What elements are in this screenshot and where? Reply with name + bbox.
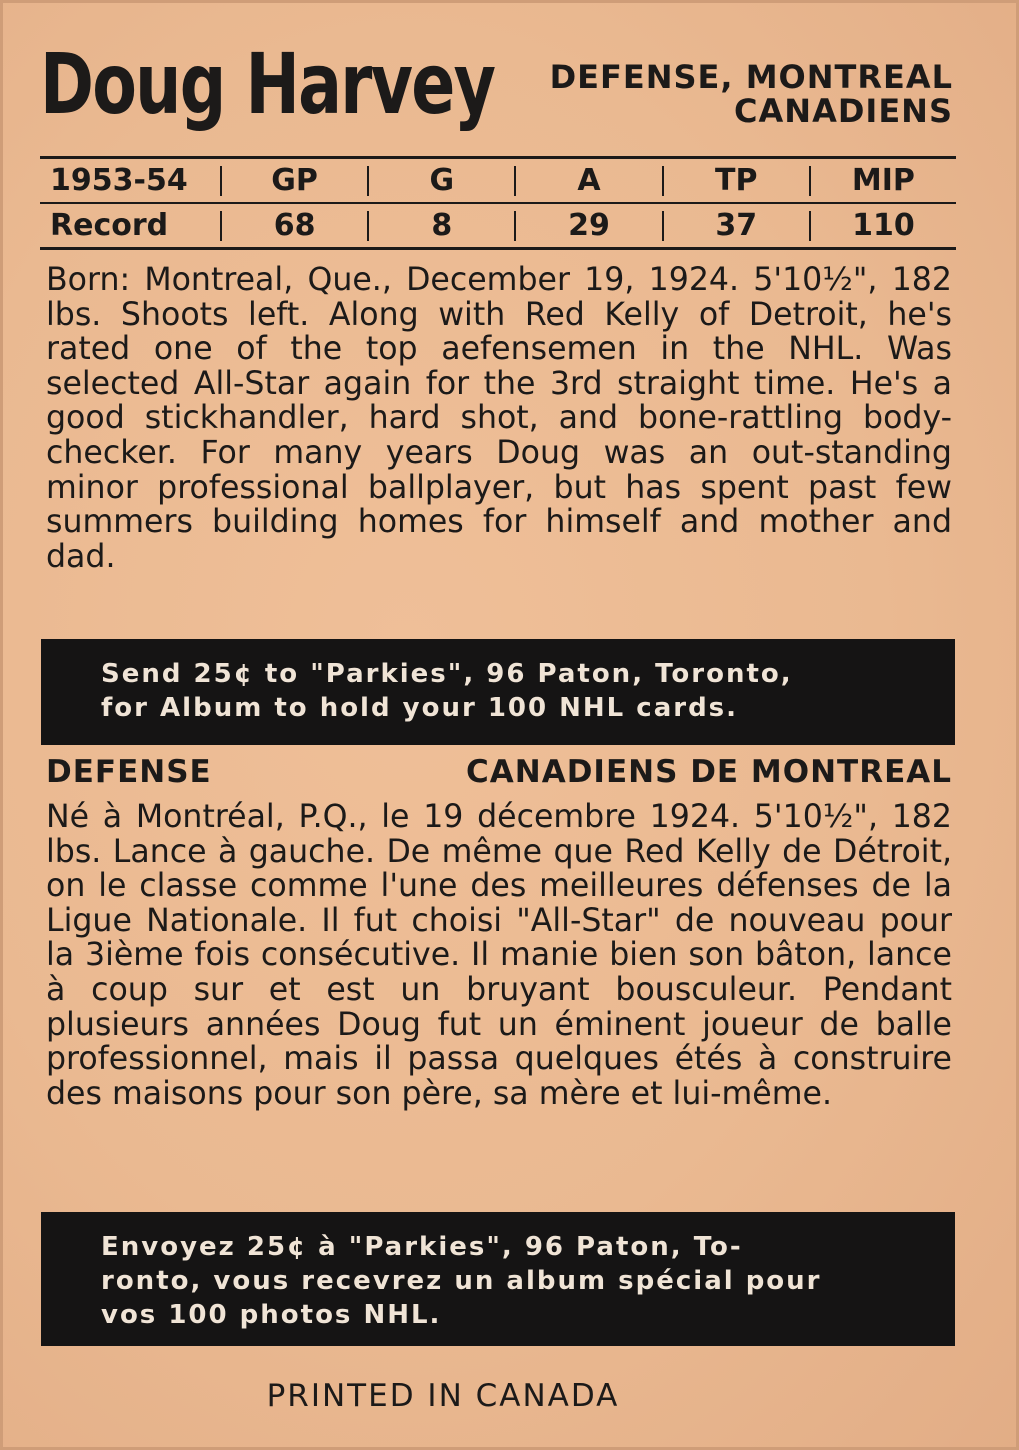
player-name: Doug Harvey	[40, 35, 495, 133]
stats-row-label: Record	[50, 208, 169, 243]
french-offer-line-3: vos 100 photos NHL.	[101, 1300, 442, 1330]
stats-header-tp: TP	[662, 166, 809, 196]
french-header	[46, 754, 952, 790]
french-album-offer	[41, 1212, 955, 1346]
stats-table	[40, 156, 956, 250]
english-offer-line-2: for Album to hold your 100 NHL cards.	[101, 693, 739, 723]
position-line-2: CANADIENS	[734, 92, 953, 130]
french-position: DEFENSE	[46, 754, 212, 790]
stats-header-mip: MIP	[809, 166, 956, 196]
stats-value-tp: 37	[662, 211, 809, 241]
english-biography: Born: Montreal, Que., December 19, 1924. 5'10½", 182 lbs. Shoots left. Along with Red Kelly of Detroit, he's rated one of the top aefensemen in the NHL. Was selected All-Star again for the 3rd straight time. He's a good stickhandler, hard shot, and bone-rattling body-checker. For many years Doug was an out-standing minor professional ballplayer, but has spent past few summers building homes for himself and mother and dad.	[46, 262, 952, 575]
position-team	[550, 60, 953, 128]
french-offer-line-1: Envoyez 25¢ à "Parkies", 96 Paton, To-	[101, 1232, 743, 1262]
french-biography: Né à Montréal, P.Q., le 19 décembre 1924. 5'10½", 182 lbs. Lance à gauche. De même que Red Kelly de Détroit, on le classe comme l'une des meilleures défenses de la Ligue Nationale. Il fut choisi "All-Star" de nouveau pour la 3ième fois consécutive. Il manie bien son bâton, lance à coup sur et est un bruyant bousculeur. Pendant plusieurs années Doug fut un éminent joueur de balle professionnel, mais il passa quelques étés à construire des maisons pour son père, sa mère et lui-même.	[46, 799, 952, 1112]
printed-in-canada: PRINTED IN CANADA	[266, 1378, 620, 1414]
position-line-1: DEFENSE, MONTREAL	[549, 58, 953, 96]
stats-value-mip: 110	[809, 211, 956, 241]
stats-value-g: 8	[367, 211, 514, 241]
english-offer-line-1: Send 25¢ to "Parkies", 96 Paton, Toronto,	[101, 659, 793, 689]
stats-header-gp: GP	[220, 166, 367, 196]
english-album-offer	[41, 639, 955, 745]
french-team: CANADIENS DE MONTREAL	[466, 754, 952, 790]
stats-header-g: G	[367, 166, 514, 196]
stats-header-row	[40, 159, 956, 204]
stats-header-a: A	[514, 166, 661, 196]
stats-value-row	[40, 204, 956, 247]
stats-value-gp: 68	[220, 211, 367, 241]
stats-value-a: 29	[514, 211, 661, 241]
french-offer-line-2: ronto, vous recevrez un album spécial pour	[101, 1266, 822, 1296]
stats-season: 1953-54	[50, 163, 188, 198]
